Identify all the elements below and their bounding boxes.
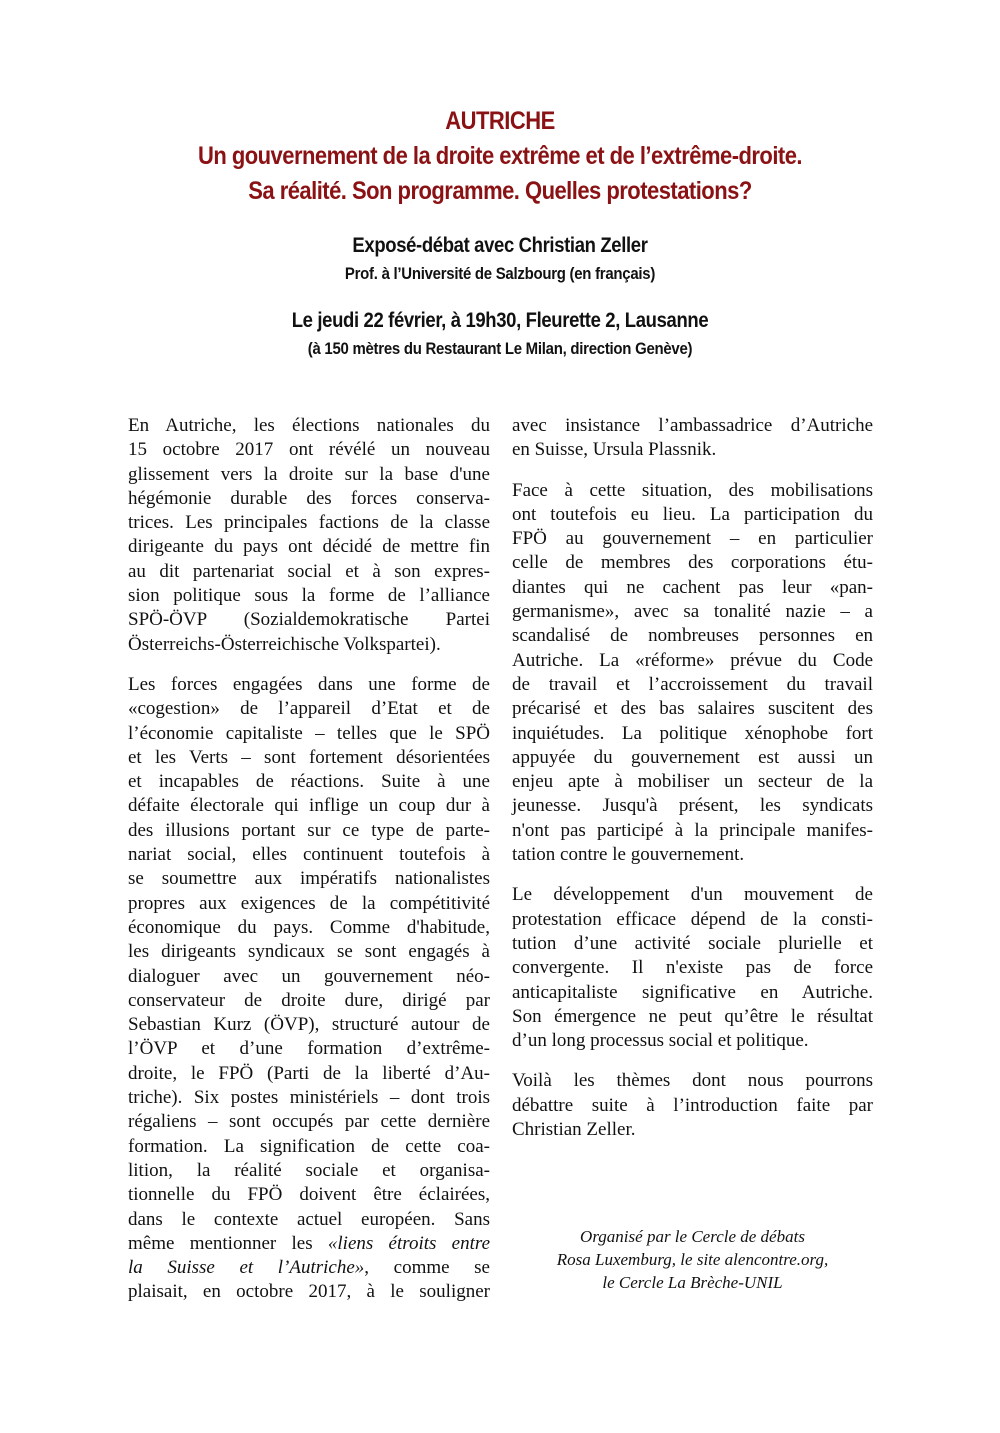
text-line: et incapables de réactions. Suite à une — [128, 771, 490, 793]
text-line: Face à cette situation, des mobilisations — [512, 479, 873, 501]
paragraph-1 — [128, 414, 490, 657]
text-line: Le développement d'un mouvement de — [512, 884, 873, 906]
text-line: des illusions portant sur ce type de parte- — [128, 819, 490, 841]
organizer-credits — [512, 1225, 873, 1294]
text-line: formation. La signification de cette coa- — [128, 1135, 490, 1157]
text-line: dialoguer avec un gouvernement néo- — [128, 965, 490, 987]
text-line: scandalisé de nombreuses personnes en — [512, 625, 873, 647]
text-line: droite, le FPÖ (Parti de la liberté d’Au- — [128, 1062, 490, 1084]
text-line: inquiétudes. La politique xénophobe fort — [512, 722, 873, 744]
text-line: jeunesse. Jusqu'à présent, les syndicats — [512, 795, 873, 817]
country-title: AUTRICHE — [445, 107, 555, 135]
text-line: convergente. Il n'existe pas de force — [512, 957, 873, 979]
text-line: sion politique sous la forme de l’alliance — [128, 585, 490, 607]
text-line: se soumettre aux impératifs nationalistes — [128, 868, 490, 890]
credits-line: le Cercle La Brèche-UNIL — [602, 1273, 783, 1292]
paragraph-5 — [512, 883, 873, 1053]
text-line: Voilà les thèmes dont nous pourrons — [512, 1070, 873, 1092]
text-line: l’économie capitaliste – telles que le SPÖ — [128, 722, 490, 744]
text-fragment: , comme se — [364, 1257, 490, 1279]
text-line: glissement vers la droite sur la base d'une — [128, 463, 490, 485]
text-line: dirigeante du pays ont décidé de mettre fin — [128, 536, 490, 558]
paragraph-3 — [512, 414, 873, 463]
text-line: «cogestion» de l’appareil d’Etat et de — [128, 698, 490, 720]
text-line: conservateur de droite dure, dirigé par — [128, 989, 490, 1011]
text-line: trices. Les principales factions de la classe — [128, 512, 490, 534]
text-line: triche). Six postes ministériels – dont trois — [128, 1087, 490, 1109]
speaker-name: Exposé-débat avec Christian Zeller — [352, 234, 648, 257]
credits-line: Organisé par le Cercle de débats — [580, 1227, 805, 1246]
speaker-affiliation: Prof. à l’Université de Salzbourg (en français) — [344, 264, 656, 283]
text-line: lition, la réalité sociale et organisa- — [128, 1159, 490, 1181]
text-line: débattre suite à l’introduction faite par — [512, 1094, 873, 1116]
text-line: appuyée du gouvernement est aussi un — [512, 746, 873, 768]
text-line: nariat social, elles continuent toutefois à — [128, 844, 490, 866]
text-line: propres aux exigences de la compétitivité — [128, 892, 490, 914]
text-line: celle de membres des corporations étu- — [512, 552, 873, 574]
text-line: plaisait, en octobre 2017, à le souligner — [128, 1281, 490, 1303]
event-directions: (à 150 mètres du Restaurant Le Milan, direction Genève) — [307, 339, 693, 358]
text-line: défaite électorale qui inflige un coup dur à — [128, 795, 490, 817]
text-line: tionnelle du FPÖ doivent être éclairées, — [128, 1184, 490, 1206]
paragraph-6 — [512, 1069, 873, 1142]
text-line: germanisme», avec sa tonalité nazie – a — [512, 601, 873, 623]
text-line: l’ÖVP et d’une formation d’extrême- — [128, 1038, 490, 1060]
headline-line-1: Un gouvernement de la droite extrême et de l’extrême-droite. — [197, 142, 803, 170]
text-line: avec insistance l’ambassadrice d’Autriche — [512, 415, 873, 436]
italic-quote: la Suisse et l’Autriche» — [128, 1257, 365, 1279]
left-column — [128, 414, 490, 1321]
text-line: Sebastian Kurz (ÖVP), structuré autour de — [128, 1014, 490, 1036]
event-date-place: Le jeudi 22 février, à 19h30, Fleurette 2, Lausanne — [291, 309, 709, 332]
text-line: tution d’une activité sociale plurielle et — [512, 932, 873, 954]
text-line-italic — [128, 1232, 490, 1256]
paragraph-2 — [128, 673, 490, 1305]
text-line: hégémonie durable des forces conserva- — [128, 487, 490, 509]
italic-quote: «liens étroits entre — [327, 1232, 491, 1254]
text-line: en Suisse, Ursula Plassnik. — [512, 439, 717, 461]
text-line: précarisé et des bas salaires suscitent des — [512, 698, 873, 720]
text-line-italic — [128, 1256, 490, 1280]
text-line: enjeu apte à mobiliser un secteur de la — [512, 771, 873, 793]
text-line: Österreichs-Österreichische Volkspartei). — [128, 633, 441, 655]
text-line: tation contre le gouvernement. — [512, 844, 745, 866]
text-line: les dirigeants syndicaux se sont engagés à — [128, 941, 490, 963]
header — [0, 104, 1000, 361]
text-line: anticapitaliste significative en Autriche. — [512, 981, 873, 1003]
text-line: régaliens – sont occupés par cette dernière — [128, 1111, 490, 1133]
text-line: Son émergence ne peut qu’être le résultat — [512, 1005, 873, 1027]
text-line: SPÖ-ÖVP (Sozialdemokratische Partei — [128, 609, 490, 631]
text-line: protestation efficace dépend de la consti- — [512, 908, 873, 930]
text-line: Christian Zeller. — [512, 1119, 636, 1141]
speaker-block — [0, 231, 1000, 287]
text-line: ont toutefois eu lieu. La participation du — [512, 503, 873, 525]
text-line: Autriche. La «réforme» prévue du Code — [512, 649, 873, 671]
text-line: diantes qui ne cachent pas leur «pan- — [512, 576, 873, 598]
text-line: et les Verts – sont fortement désorientées — [128, 746, 490, 768]
paragraph-4 — [512, 479, 873, 868]
text-line: FPÖ au gouvernement – en particulier — [512, 528, 873, 550]
text-line: Les forces engagées dans une forme de — [128, 673, 490, 695]
text-line: de travail et l’accroissement du travail — [512, 673, 873, 695]
text-line: économique du pays. Comme d'habitude, — [128, 916, 490, 938]
text-line: n'ont pas participé à la principale manifes- — [512, 819, 873, 841]
text-line: dans le contexte actuel européen. Sans — [128, 1208, 490, 1230]
headline-line-2: Sa réalité. Son programme. Quelles protestations? — [248, 177, 752, 205]
event-block — [0, 305, 1000, 361]
text-line: En Autriche, les élections nationales du — [128, 415, 490, 436]
text-fragment: même mentionner les — [128, 1232, 328, 1254]
credits-line: Rosa Luxemburg, le site alencontre.org, — [556, 1250, 829, 1269]
text-line: d’un long processus social et politique. — [512, 1030, 809, 1052]
text-line: au dit partenariat social et à son expres- — [128, 560, 490, 582]
text-line: 15 octobre 2017 ont révélé un nouveau — [128, 439, 490, 461]
right-column — [512, 414, 873, 1158]
